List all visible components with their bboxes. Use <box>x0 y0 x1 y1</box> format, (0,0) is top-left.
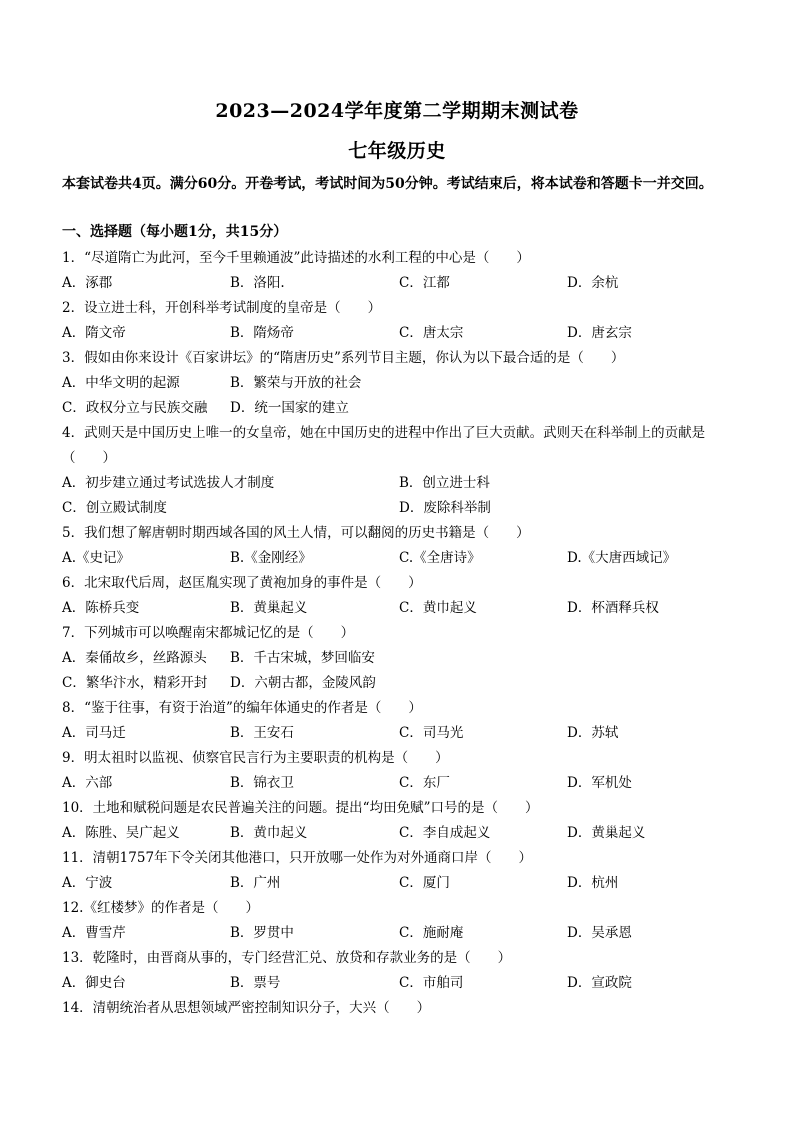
answer-option[interactable]: B．王安石 <box>230 725 294 741</box>
question-stem: （ ） <box>62 450 116 466</box>
question-item <box>62 346 742 421</box>
answer-option[interactable]: D．唐玄宗 <box>567 325 632 341</box>
answer-option[interactable]: D．废除科举制 <box>399 500 491 516</box>
answer-option[interactable]: C．东厂 <box>399 775 450 791</box>
question-stem: 10．土地和赋税问题是农民普遍关注的问题。提出“均田免赋”口号的是（ ） <box>62 800 539 816</box>
answer-option[interactable]: A.《史记》 <box>62 550 131 566</box>
question-stem: 6．北宋取代后周，赵匡胤实现了黄袍加身的事件是（ ） <box>62 575 422 591</box>
question-item <box>62 521 742 571</box>
question-stem: 2．设立进士科，开创科举考试制度的皇帝是（ ） <box>62 300 382 316</box>
option-row <box>62 721 742 746</box>
question-item <box>62 421 742 521</box>
option-row <box>62 396 742 421</box>
question-stem: 12.《红楼梦》的作者是（ ） <box>62 900 259 916</box>
question-item <box>62 996 742 1021</box>
question-stem: 3．假如由你来设计《百家讲坛》的“隋唐历史”系列节目主题，你认为以下最合适的是（ ） <box>62 350 625 366</box>
option-row <box>62 471 742 496</box>
answer-option[interactable]: C．市舶司 <box>399 975 464 991</box>
question-item <box>62 621 742 696</box>
question-item <box>62 696 742 746</box>
answer-option[interactable]: B．票号 <box>230 975 281 991</box>
answer-option[interactable]: C.《全唐诗》 <box>399 550 481 566</box>
answer-option[interactable]: D．黄巢起义 <box>567 825 646 841</box>
answer-option[interactable]: C．司马光 <box>399 725 464 741</box>
answer-option[interactable]: B．罗贯中 <box>230 925 294 941</box>
answer-option[interactable]: A．中华文明的起源 <box>62 375 180 391</box>
option-row <box>62 371 742 396</box>
option-row <box>62 271 742 296</box>
exam-subtitle: 七年级历史 <box>348 140 446 162</box>
answer-option[interactable]: C．繁华汴水，精彩开封 <box>62 675 208 691</box>
question-item <box>62 296 742 346</box>
question-stem: 1．“尽道隋亡为此河，至今千里赖通波”此诗描述的水利工程的中心是（ ） <box>62 250 530 266</box>
question-stem: 14．清朝统治者从思想领域严密控制知识分子，大兴（ ） <box>62 1000 431 1016</box>
option-row <box>62 546 742 571</box>
answer-option[interactable]: B．创立进士科 <box>399 475 490 491</box>
answer-option[interactable]: D．杭州 <box>567 875 619 891</box>
question-stem: 5．我们想了解唐朝时期西域各国的风土人情，可以翻阅的历史书籍是（ ） <box>62 525 530 541</box>
option-row <box>62 821 742 846</box>
question-stem: 9．明太祖时以监视、侦察官民言行为主要职责的机构是（ ） <box>62 750 449 766</box>
option-row <box>62 871 742 896</box>
answer-option[interactable]: D．杯酒释兵权 <box>567 600 659 616</box>
answer-option[interactable]: C．李自成起义 <box>399 825 491 841</box>
question-stem: 8．“鉴于往事，有资于治道”的编年体通史的作者是（ ） <box>62 700 422 716</box>
answer-option[interactable]: D．苏轼 <box>567 725 619 741</box>
answer-option[interactable]: A．曹雪芹 <box>62 925 126 941</box>
answer-option[interactable]: B．黄巾起义 <box>230 825 308 841</box>
question-stem: 4．武则天是中国历史上唯一的女皇帝，她在中国历史的进程中作出了巨大贡献。武则天在科举制上的贡献是 <box>62 425 706 441</box>
answer-option[interactable]: C．政权分立与民族交融 <box>62 400 208 416</box>
option-row <box>62 646 742 671</box>
answer-option[interactable]: B．洛阳. <box>230 275 285 291</box>
answer-option[interactable]: A．涿郡 <box>62 275 113 291</box>
answer-option[interactable]: B．千古宋城，梦回临安 <box>230 650 375 666</box>
answer-option[interactable]: B.《金刚经》 <box>230 550 312 566</box>
answer-option[interactable]: A．御史台 <box>62 975 126 991</box>
option-row <box>62 971 742 996</box>
answer-option[interactable]: C．创立殿试制度 <box>62 500 167 516</box>
answer-option[interactable]: B．锦衣卫 <box>230 775 294 791</box>
answer-option[interactable]: C．施耐庵 <box>399 925 464 941</box>
exam-instructions: 本套试卷共4页。满分60分。开卷考试，考试时间为50分钟。考试结束后，将本试卷和答题卡一并交回。 <box>62 176 713 192</box>
answer-option[interactable]: A．秦俑故乡，丝路源头 <box>62 650 207 666</box>
option-row <box>62 596 742 621</box>
answer-option[interactable]: D．统一国家的建立 <box>230 400 349 416</box>
answer-option[interactable]: C．唐太宗 <box>399 325 464 341</box>
answer-option[interactable]: B．黄巢起义 <box>230 600 308 616</box>
option-row <box>62 496 742 521</box>
answer-option[interactable]: A．六部 <box>62 775 113 791</box>
question-stem: 7．下列城市可以唤醒南宋都城记忆的是（ ） <box>62 625 355 641</box>
answer-option[interactable]: D．吴承恩 <box>567 925 632 941</box>
answer-option[interactable]: A．初步建立通过考试选拔人才制度 <box>62 475 275 491</box>
answer-option[interactable]: A．司马迁 <box>62 725 126 741</box>
question-item <box>62 896 742 946</box>
answer-option[interactable]: D．余杭 <box>567 275 619 291</box>
answer-option[interactable]: C．江都 <box>399 275 450 291</box>
answer-option[interactable]: C．厦门 <box>399 875 450 891</box>
answer-option[interactable]: B．隋炀帝 <box>230 325 294 341</box>
option-row <box>62 671 742 696</box>
section-heading: 一、选择题（每小题1分，共15分） <box>62 224 288 240</box>
question-item <box>62 796 742 846</box>
answer-option[interactable]: A．隋文帝 <box>62 325 126 341</box>
question-stem: 11．清朝1757年下令关闭其他港口，只开放哪一处作为对外通商口岸（ ） <box>62 850 533 866</box>
answer-option[interactable]: D．军机处 <box>567 775 632 791</box>
answer-option[interactable]: B．繁荣与开放的社会 <box>230 375 362 391</box>
question-item <box>62 846 742 896</box>
answer-option[interactable]: A．陈桥兵变 <box>62 600 140 616</box>
question-item <box>62 746 742 796</box>
answer-option[interactable]: D．宣政院 <box>567 975 632 991</box>
answer-option[interactable]: D．六朝古都，金陵风韵 <box>230 675 376 691</box>
answer-option[interactable]: D.《大唐西域记》 <box>567 550 677 566</box>
question-item <box>62 946 742 996</box>
answer-option[interactable]: C．黄巾起义 <box>399 600 477 616</box>
question-list <box>62 246 742 1021</box>
answer-option[interactable]: B．广州 <box>230 875 281 891</box>
option-row <box>62 921 742 946</box>
answer-option[interactable]: A．宁波 <box>62 875 113 891</box>
question-stem: 13．乾隆时，由晋商从事的，专门经营汇兑、放贷和存款业务的是（ ） <box>62 950 512 966</box>
answer-option[interactable]: A．陈胜、吴广起义 <box>62 825 180 841</box>
question-item <box>62 571 742 621</box>
option-row <box>62 321 742 346</box>
question-item <box>62 246 742 296</box>
option-row <box>62 771 742 796</box>
exam-title: 2023—2024学年度第二学期期末测试卷 <box>215 100 579 122</box>
